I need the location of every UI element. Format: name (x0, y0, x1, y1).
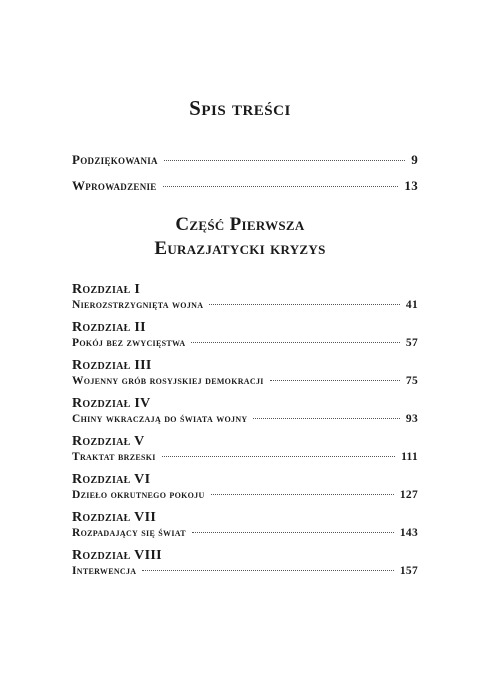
part-heading (0, 213, 480, 261)
chapter-entry[interactable] (72, 548, 418, 586)
chapter-entry[interactable] (72, 472, 418, 510)
dot-leader (209, 304, 400, 305)
chapter-page: 41 (405, 299, 418, 311)
toc-title: Spis treści (189, 96, 291, 120)
chapter-heading: Rozdział VIII (72, 548, 162, 563)
dot-leader (253, 418, 399, 419)
chapter-title: Traktat brzeski (72, 451, 156, 463)
dot-leader (142, 570, 393, 571)
chapter-heading: Rozdział IV (72, 396, 151, 411)
toc-entry-acknowledgements[interactable] (72, 152, 418, 178)
entry-label: Podziękowania (72, 152, 158, 167)
toc-entry-introduction[interactable] (72, 178, 418, 204)
chapter-entry[interactable] (72, 320, 418, 358)
chapter-heading: Rozdział V (72, 434, 145, 449)
chapter-entry[interactable] (72, 434, 418, 472)
chapter-entry[interactable] (72, 510, 418, 548)
chapter-entry[interactable] (72, 396, 418, 434)
entry-label: Wprowadzenie (72, 178, 157, 193)
chapter-page: 111 (401, 451, 418, 463)
dot-leader (270, 380, 400, 381)
chapter-title: Dzieło okrutnego pokoju (72, 489, 205, 501)
chapter-page: 127 (399, 489, 418, 501)
entry-page: 9 (411, 152, 418, 167)
chapter-title: Nierozstrzygnięta wojna (72, 299, 204, 311)
chapter-title: Wojenny grób rosyjskiej demokracji (72, 375, 264, 387)
chapter-title: Interwencja (72, 565, 137, 577)
chapter-title: Pokój bez zwycięstwa (72, 337, 186, 349)
chapter-title: Rozpadający się świat (72, 527, 186, 539)
chapter-page: 75 (405, 375, 418, 387)
entry-page: 13 (404, 178, 418, 193)
front-matter-list (72, 152, 418, 204)
chapter-heading: Rozdział I (72, 282, 141, 297)
chapter-heading: Rozdział VI (72, 472, 151, 487)
dot-leader (191, 342, 399, 343)
chapter-entry[interactable] (72, 358, 418, 396)
chapter-entry[interactable] (72, 282, 418, 320)
part-title: Eurazjatycki kryzys (154, 238, 326, 259)
chapter-heading: Rozdział VII (72, 510, 157, 525)
chapter-heading: Rozdział III (72, 358, 152, 373)
dot-leader (211, 494, 394, 495)
chapter-heading: Rozdział II (72, 320, 146, 335)
dot-leader (162, 456, 395, 457)
part-number: Część Pierwsza (175, 214, 305, 235)
dot-leader (163, 186, 399, 187)
chapter-page: 93 (405, 413, 418, 425)
dot-leader (192, 532, 394, 533)
chapter-title: Chiny wkraczają do świata wojny (72, 413, 248, 425)
chapter-page: 157 (399, 565, 418, 577)
chapter-page: 57 (405, 337, 418, 349)
dot-leader (164, 160, 405, 161)
chapter-page: 143 (399, 527, 418, 539)
chapter-list (72, 282, 418, 586)
